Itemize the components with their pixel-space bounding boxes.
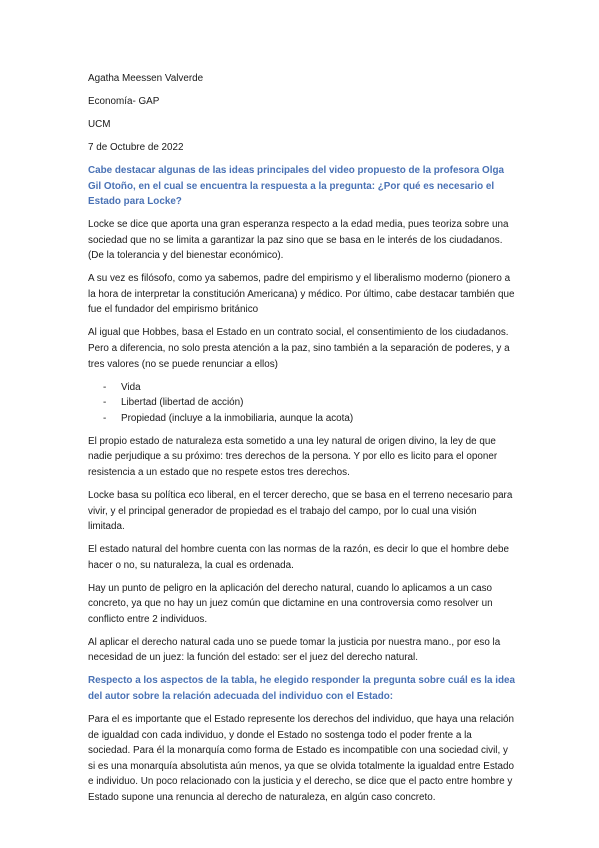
- bullet-dash: -: [103, 381, 107, 393]
- paragraph-natural-law: El propio estado de naturaleza esta sometido a una ley natural de origen divino, la ley de que nadie perjudique a su próximo: tres derechos de la persona. Y por ello es licito para el oponer resistencia a un estado que no respete estos tres derechos.: [88, 435, 498, 478]
- document-body: [88, 71, 516, 813]
- paragraph-danger-point: Hay un punto de peligro en la aplicación del derecho natural, cuando lo aplicamos a un caso concreto, ya que no hay un juez común que dictamine en una controversia como resolver un conflicto entre 2 individuos.: [88, 582, 493, 625]
- paragraph-hope-middle-ages: Locke se dice que aporta una gran esperanza respecto a la edad media, pues teoriza sobre una sociedad que no se limita a garantizar la paz sino que se basa en le interés de los ciudadanos. (De la tolerancia y del bienestar económico).: [88, 219, 509, 262]
- paragraph-natural-state: El estado natural del hombre cuenta con las normas de la razón, es decir lo que el hombre debe hacer o no, su naturaleza, la cual es ordenada.: [88, 544, 510, 571]
- university-name: UCM: [88, 118, 111, 130]
- paragraph-individual-state: Para el es importante que el Estado represente los derechos del individuo, que haya una relación de igualdad con cada individuo, y donde el Estado no sostenga todo el poder frente a la sociedad. Para él la monarquía como forma de Estado es incompatible con una sociedad civil, y si es una monarquía absolutista aún menos, ya que se olvida totalmente la igualdad entre Estado e individuo. Un poco relacionado con la justicia y el derecho, se dice que el pacto entre hombre y Estado supone una renuncia al derecho de naturaleza, en algún caso concreto.: [88, 714, 514, 804]
- bullet-dash: -: [103, 397, 107, 409]
- document-date: 7 de Octubre de 2022: [88, 141, 184, 153]
- three-values-list: [88, 380, 516, 427]
- section-heading-locke-question: Cabe destacar algunas de las ideas principales del video propuesto de la profesora Olga Gil Otoño, en el cual se encuentra la respuesta a la pregunta: ¿Por qué es necesario el Estado para Locke?: [88, 164, 504, 208]
- list-item-text: Propiedad (incluye a la inmobiliaria, aunque la acota): [121, 412, 354, 424]
- list-item-text: Libertad (libertad de acción): [121, 397, 244, 409]
- bullet-dash: -: [103, 412, 107, 424]
- section-heading-table-question: Respecto a los aspectos de la tabla, he elegido responder la pregunta sobre cuál es la idea del autor sobre la relación adecuada del individuo con el Estado:: [88, 675, 515, 703]
- paragraph-eco-liberal: Locke basa su política eco liberal, en el tercer derecho, que se basa en el terreno necesario para vivir, y el principal generador de propiedad es el trabajo del campo, por lo cual una visión limitada.: [88, 489, 513, 533]
- paragraph-philosopher: A su vez es filósofo, como ya sabemos, padre del empirismo y el liberalismo moderno (pionero a la hora de interpretar la constitución Americana) y médico. Por último, cabe destacar también que fue el fundador del empirismo británico: [88, 273, 515, 316]
- list-item: [88, 380, 516, 396]
- course-name: Economía- GAP: [88, 95, 160, 107]
- list-item-text: Vida: [121, 381, 141, 393]
- paragraph-judge-function: Al aplicar el derecho natural cada uno se puede tomar la justicia por nuestra mano., por eso la necesidad de un juez: la función del estado: ser el juez del derecho natural.: [88, 636, 501, 664]
- paragraph-social-contract: Al igual que Hobbes, basa el Estado en un contrato social, el consentimiento de los ciudadanos. Pero a diferencia, no solo presta atención a la paz, sino también a la separación de poderes, y a tres valores (no se puede renunciar a ellos): [88, 327, 510, 370]
- list-item: [88, 395, 516, 411]
- author-name: Agatha Meessen Valverde: [88, 73, 204, 84]
- list-item: [88, 411, 516, 427]
